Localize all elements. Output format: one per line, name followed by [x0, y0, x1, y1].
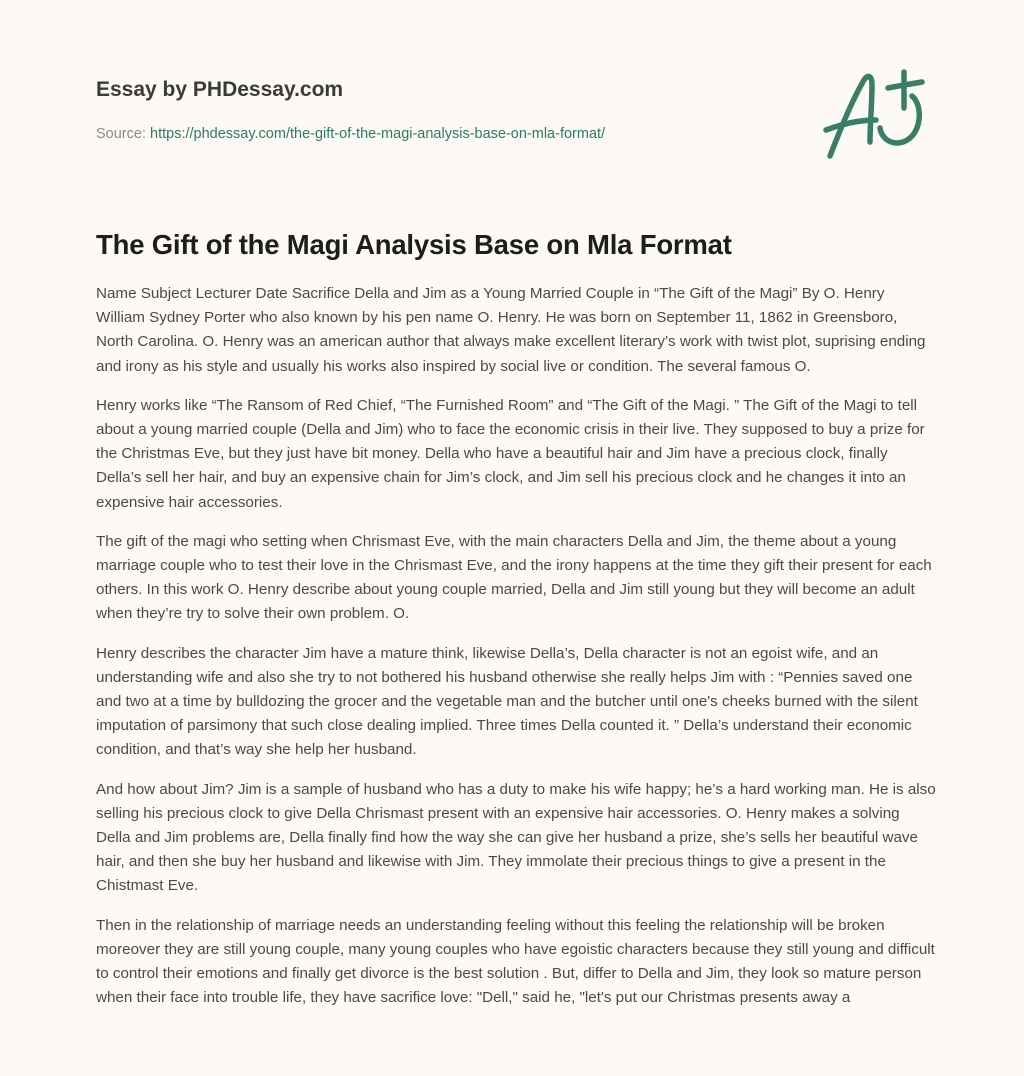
- essay-paragraph: The gift of the magi who setting when Chrismast Eve, with the main characters Della and Jim, the theme about a young marriage couple who to test their love in the Chrismast Eve, and the irony happens at the time they gift their present for each others. In this work O. Henry describe about young couple married, Della and Jim still young but they will become an adult when they’re try to solve their own problem. O.: [96, 532, 932, 623]
- essay-content: [96, 226, 936, 1025]
- source-label: Source:: [96, 126, 146, 142]
- site-title: Essay by PHDessay.com: [96, 78, 344, 101]
- page-header: [96, 76, 796, 144]
- essay-paragraph: Then in the relationship of marriage needs an understanding feeling without this feeling the relationship will be broken moreover they are still young couple, many young couples who have egoistic characters because they still young and difficult to control their emotions and finally get divorce is the best solution . But, differ to Della and Jim, they look so mature person when their face into trouble life, they have sacrifice love: "Dell," said he, "let's put our Christmas presents away a: [96, 916, 935, 1007]
- essay-paragraph: Name Subject Lecturer Date Sacrifice Della and Jim as a Young Married Couple in “The Gift of the Magi” By O. Henry William Sydney Porter who also known by his pen name O. Henry. He was born on September 11, 1862 in Greensboro, North Carolina. O. Henry was an american author that always make excellent literary’s work with twist plot, suprising ending and irony as his style and usually his works also inspired by social live or condition. The several famous O.: [96, 285, 926, 375]
- essay-paragraph: Henry describes the character Jim have a mature think, likewise Della’s, Della character is not an egoist wife, and an understanding wife and also she try to not bothered his husband otherwise she really helps Jim with : “Pennies saved one and two at a time by bulldozing the grocer and the vegetable man and the butcher until one's cheeks burned with the silent imputation of parsimony that such close dealing implied. Three times Della counted it. ” Della’s understand their economic condition, and that’s way she help her husband.: [96, 644, 918, 759]
- source-link[interactable]: https://phdessay.com/the-gift-of-the-magi-analysis-base-on-mla-format/: [150, 126, 606, 142]
- essay-title: The Gift of the Magi Analysis Base on Mla Format: [96, 229, 732, 260]
- essay-paragraph: Henry works like “The Ransom of Red Chief, “The Furnished Room” and “The Gift of the Magi. ” The Gift of the Magi to tell about a young married couple (Della and Jim) who to face the economic crisis in their live. They supposed to buy a prize for the Christmas Eve, but they just have bit money. Della who have a beautiful hair and Jim have a precious clock, finally Della’s sell her hair, and buy an expensive chain for Jim’s clock, and Jim sell his precious clock and he changes it into an expensive hair accessories.: [96, 396, 925, 511]
- source-line: [96, 124, 796, 144]
- a-plus-grade-icon: [818, 64, 938, 168]
- essay-paragraph: And how about Jim? Jim is a sample of husband who has a duty to make his wife happy; he’s a hard working man. He is also selling his precious clock to give Della Chrismast present with an expensive hair accessories. O. Henry makes a solving Della and Jim problems are, Della finally find how the way she can give her husband a prize, she’s sells her beautiful wave hair, and then she buy her husband and likewise with Jim. They immolate their precious things to give a present in the Chistmast Eve.: [96, 780, 936, 895]
